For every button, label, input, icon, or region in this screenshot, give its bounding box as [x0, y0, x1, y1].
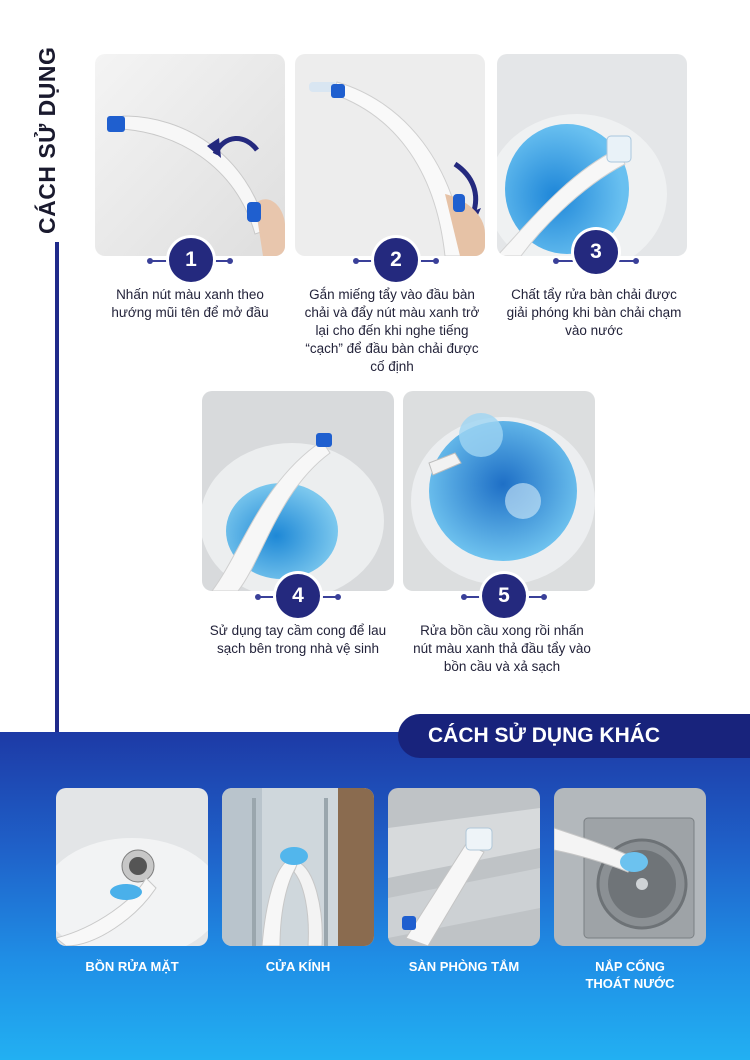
- caption-line: vào nước: [565, 323, 623, 338]
- step-3-caption: [492, 286, 696, 340]
- step-5-badge: 5: [482, 574, 526, 618]
- other-use-3-photo: [388, 788, 540, 946]
- caption-line: lại cho đến khi nghe tiếng: [315, 323, 469, 338]
- step-4-caption: [196, 622, 400, 658]
- caption-line: Sử dụng tay cầm cong để lau: [209, 623, 387, 638]
- step-4-photo: [202, 391, 394, 591]
- caption-line: giải phóng khi bàn chải chạm: [506, 305, 682, 320]
- step-3-badge: 3: [574, 230, 618, 274]
- caption-line: Gắn miếng tẩy vào đầu bàn: [309, 287, 475, 302]
- other-use-4-caption: [554, 958, 706, 992]
- step-1-photo: [95, 54, 285, 256]
- caption-line: Chất tẩy rửa bàn chải được: [511, 287, 677, 302]
- caption-line: CỬA KÍNH: [265, 959, 331, 974]
- other-use-1-photo: [56, 788, 208, 946]
- other-uses-title-banner: [398, 714, 750, 758]
- caption-line: bồn cầu và xả sạch: [443, 659, 561, 674]
- step-5-caption: [398, 622, 606, 676]
- other-use-2-photo: [222, 788, 374, 946]
- other-uses-title: CÁCH SỬ DỤNG KHÁC: [428, 724, 661, 747]
- caption-line: cố định: [370, 359, 414, 374]
- step-1-caption: [92, 286, 288, 322]
- step-5-photo: [403, 391, 595, 591]
- caption-line: “cạch” để đầu bàn chải được: [305, 341, 479, 356]
- caption-line: SÀN PHÒNG TẮM: [408, 959, 520, 974]
- step-2-badge: 2: [374, 238, 418, 282]
- step-3-photo: [497, 54, 687, 256]
- step-1-badge: 1: [169, 238, 213, 282]
- vertical-divider-line: [55, 242, 59, 742]
- caption-line: Rửa bồn cầu xong rồi nhấn: [420, 623, 584, 638]
- caption-line: nút màu xanh thả đầu tẩy vào: [413, 641, 591, 656]
- caption-line: Nhấn nút màu xanh theo: [116, 287, 264, 302]
- other-use-1-caption: [56, 958, 208, 975]
- vertical-title-block: [22, 38, 82, 238]
- caption-line: chải và đẩy nút màu xanh trở: [304, 305, 480, 320]
- caption-line: hướng mũi tên để mở đầu: [111, 305, 269, 320]
- caption-line: sạch bên trong nhà vệ sinh: [216, 641, 380, 656]
- page-title: CÁCH SỬ DỤNG: [34, 46, 60, 234]
- caption-line: BỒN RỬA MẶT: [85, 959, 179, 974]
- step-4-badge: 4: [276, 574, 320, 618]
- caption-line: NẮP CỐNG: [595, 959, 665, 974]
- caption-line: THOÁT NƯỚC: [585, 976, 675, 991]
- step-2-photo: [295, 54, 485, 256]
- other-use-2-caption: [222, 958, 374, 975]
- other-use-4-photo: [554, 788, 706, 946]
- step-2-caption: [290, 286, 494, 376]
- other-use-3-caption: [388, 958, 540, 975]
